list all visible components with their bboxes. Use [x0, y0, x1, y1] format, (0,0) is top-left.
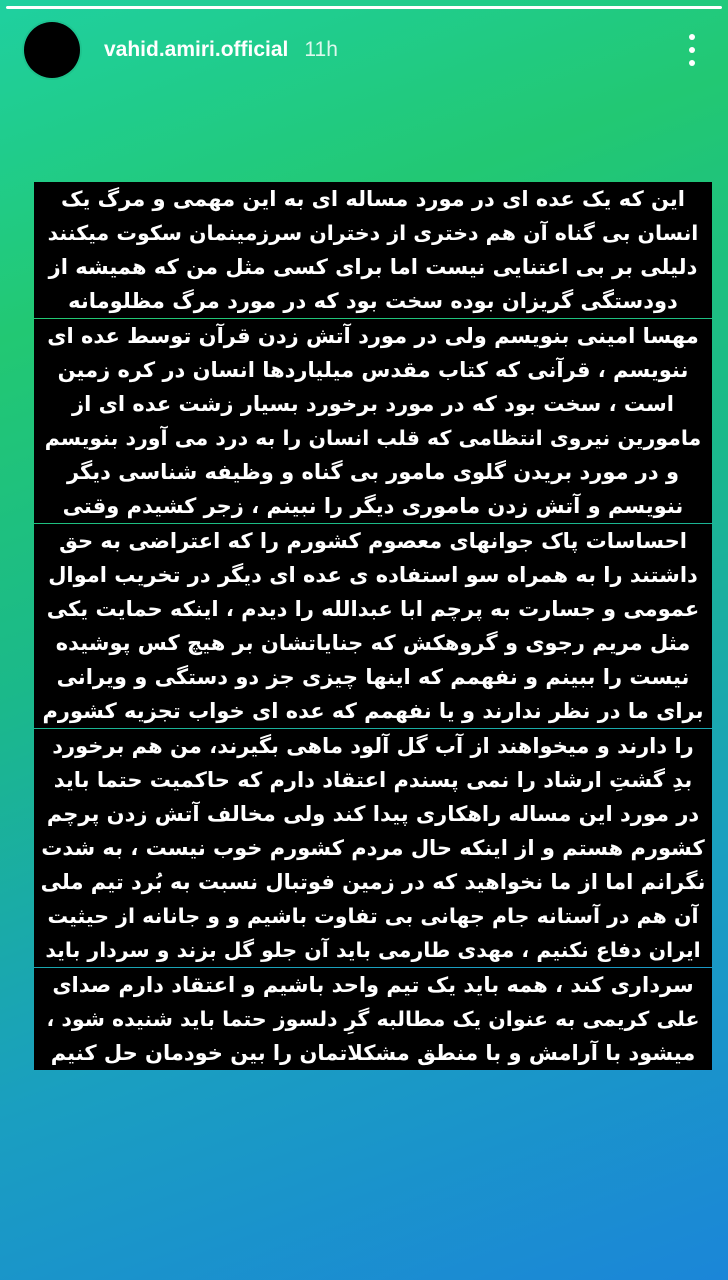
- story-text-line: کشورم هستم و از اینکه حال مردم کشورم خوب نیست ، به شدت: [34, 831, 712, 865]
- story-text-line: برای ما در نظر ندارند و یا نفهمم که عده ای خواب تجزیه کشورم: [34, 694, 712, 728]
- story-text-line: ننویسم و آتش زدن ماموری دیگر را نبینم ، زجر کشیدم وقتی: [34, 489, 712, 523]
- story-header: [24, 22, 704, 78]
- story-text-line: آن هم در آستانه جام جهانی بی تفاوت باشیم و و جانانه از حیثیت: [34, 899, 712, 933]
- story-text-line: نیست را ببینم و نفهمم که اینها چیزی جز دو دستگی و ویرانی: [34, 660, 712, 694]
- story-text-line: این که یک عده ای در مورد مساله ای به این مهمی و مرگ یک: [34, 182, 712, 216]
- story-text-line: در مورد این مساله راهکاری پیدا کند ولی مخالف آتش زدن پرچم: [34, 797, 712, 831]
- story-text-line: ننویسم ، قرآنی که کتاب مقدس میلیاردها انسان در کره زمین: [34, 353, 712, 387]
- story-text-line: عمومی و جسارت به پرچم ابا عبدالله را دیدم ، اینکه حمایت یکی: [34, 592, 712, 626]
- story-text-line: نگرانم اما از ما نخواهید که در زمین فوتبال نسبت به بُرد تیم ملی: [34, 865, 712, 899]
- story-text-line: انسان بی گناه آن هم دختری از دختران سرزمینمان سکوت میکنند: [34, 216, 712, 250]
- story-text-line: علی کریمی به عنوان یک مطالبه گرِ دلسوز حتما باید شنیده شود ،: [34, 1002, 712, 1036]
- username[interactable]: vahid.amiri.official: [104, 38, 289, 61]
- story-text-line: مامورین نیروی انتظامی که قلب انسان را به درد می آورد بنویسم: [34, 421, 712, 455]
- dot: [689, 60, 695, 66]
- story-text-line: ایران دفاع نکنیم ، مهدی طارمی باید آن جلو گل بزند و سردار باید: [34, 933, 712, 967]
- dot: [689, 47, 695, 53]
- post-time: 11h: [304, 38, 338, 61]
- story-text-line: دودستگی گریزان بوده سخت بود که در مورد مرگ مظلومانه: [34, 284, 712, 318]
- story-text-line: احساسات پاک جوانهای معصوم کشورم را که اعتراضی به حق: [34, 524, 712, 558]
- more-vertical-icon[interactable]: [680, 30, 704, 70]
- dot: [689, 34, 695, 40]
- story-text-line: داشتند را به همراه سو استفاده ی عده ای دیگر در تخریب اموال: [34, 558, 712, 592]
- avatar[interactable]: [24, 22, 80, 78]
- story-text-line: را دارند و میخواهند از آب گل آلود ماهی بگیرند، من هم برخورد: [34, 729, 712, 763]
- story-text-line: است ، سخت بود که در مورد برخورد بسیار زشت عده ای از: [34, 387, 712, 421]
- story-text-line: سرداری کند ، همه باید یک تیم واحد باشیم و اعتقاد دارم صدای: [34, 968, 712, 1002]
- story-text-line: میشود با آرامش و با منطق مشکلاتمان را بین خودمان حل کنیم: [34, 1036, 712, 1070]
- story-text-line: مثل مریم رجوی و گروهکش که جنایاتشان بر هیچ کس پوشیده: [34, 626, 712, 660]
- story-text-block: [34, 182, 712, 1070]
- story-text-line: مهسا امینی بنویسم ولی در مورد آتش زدن قرآن توسط عده ای: [34, 319, 712, 353]
- story-text-line: بدِ گشتِ ارشاد را نمی پسندم اعتقاد دارم که حاکمیت حتما باید: [34, 763, 712, 797]
- story-progress-bar: [6, 6, 722, 9]
- story-text-line: و در مورد بریدن گلوی مامور بی گناه و وظیفه شناسی دیگر: [34, 455, 712, 489]
- story-progress-fill: [6, 6, 722, 9]
- story-text-line: دلیلی بر بی اعتنایی نیست اما برای کسی مثل من که همیشه از: [34, 250, 712, 284]
